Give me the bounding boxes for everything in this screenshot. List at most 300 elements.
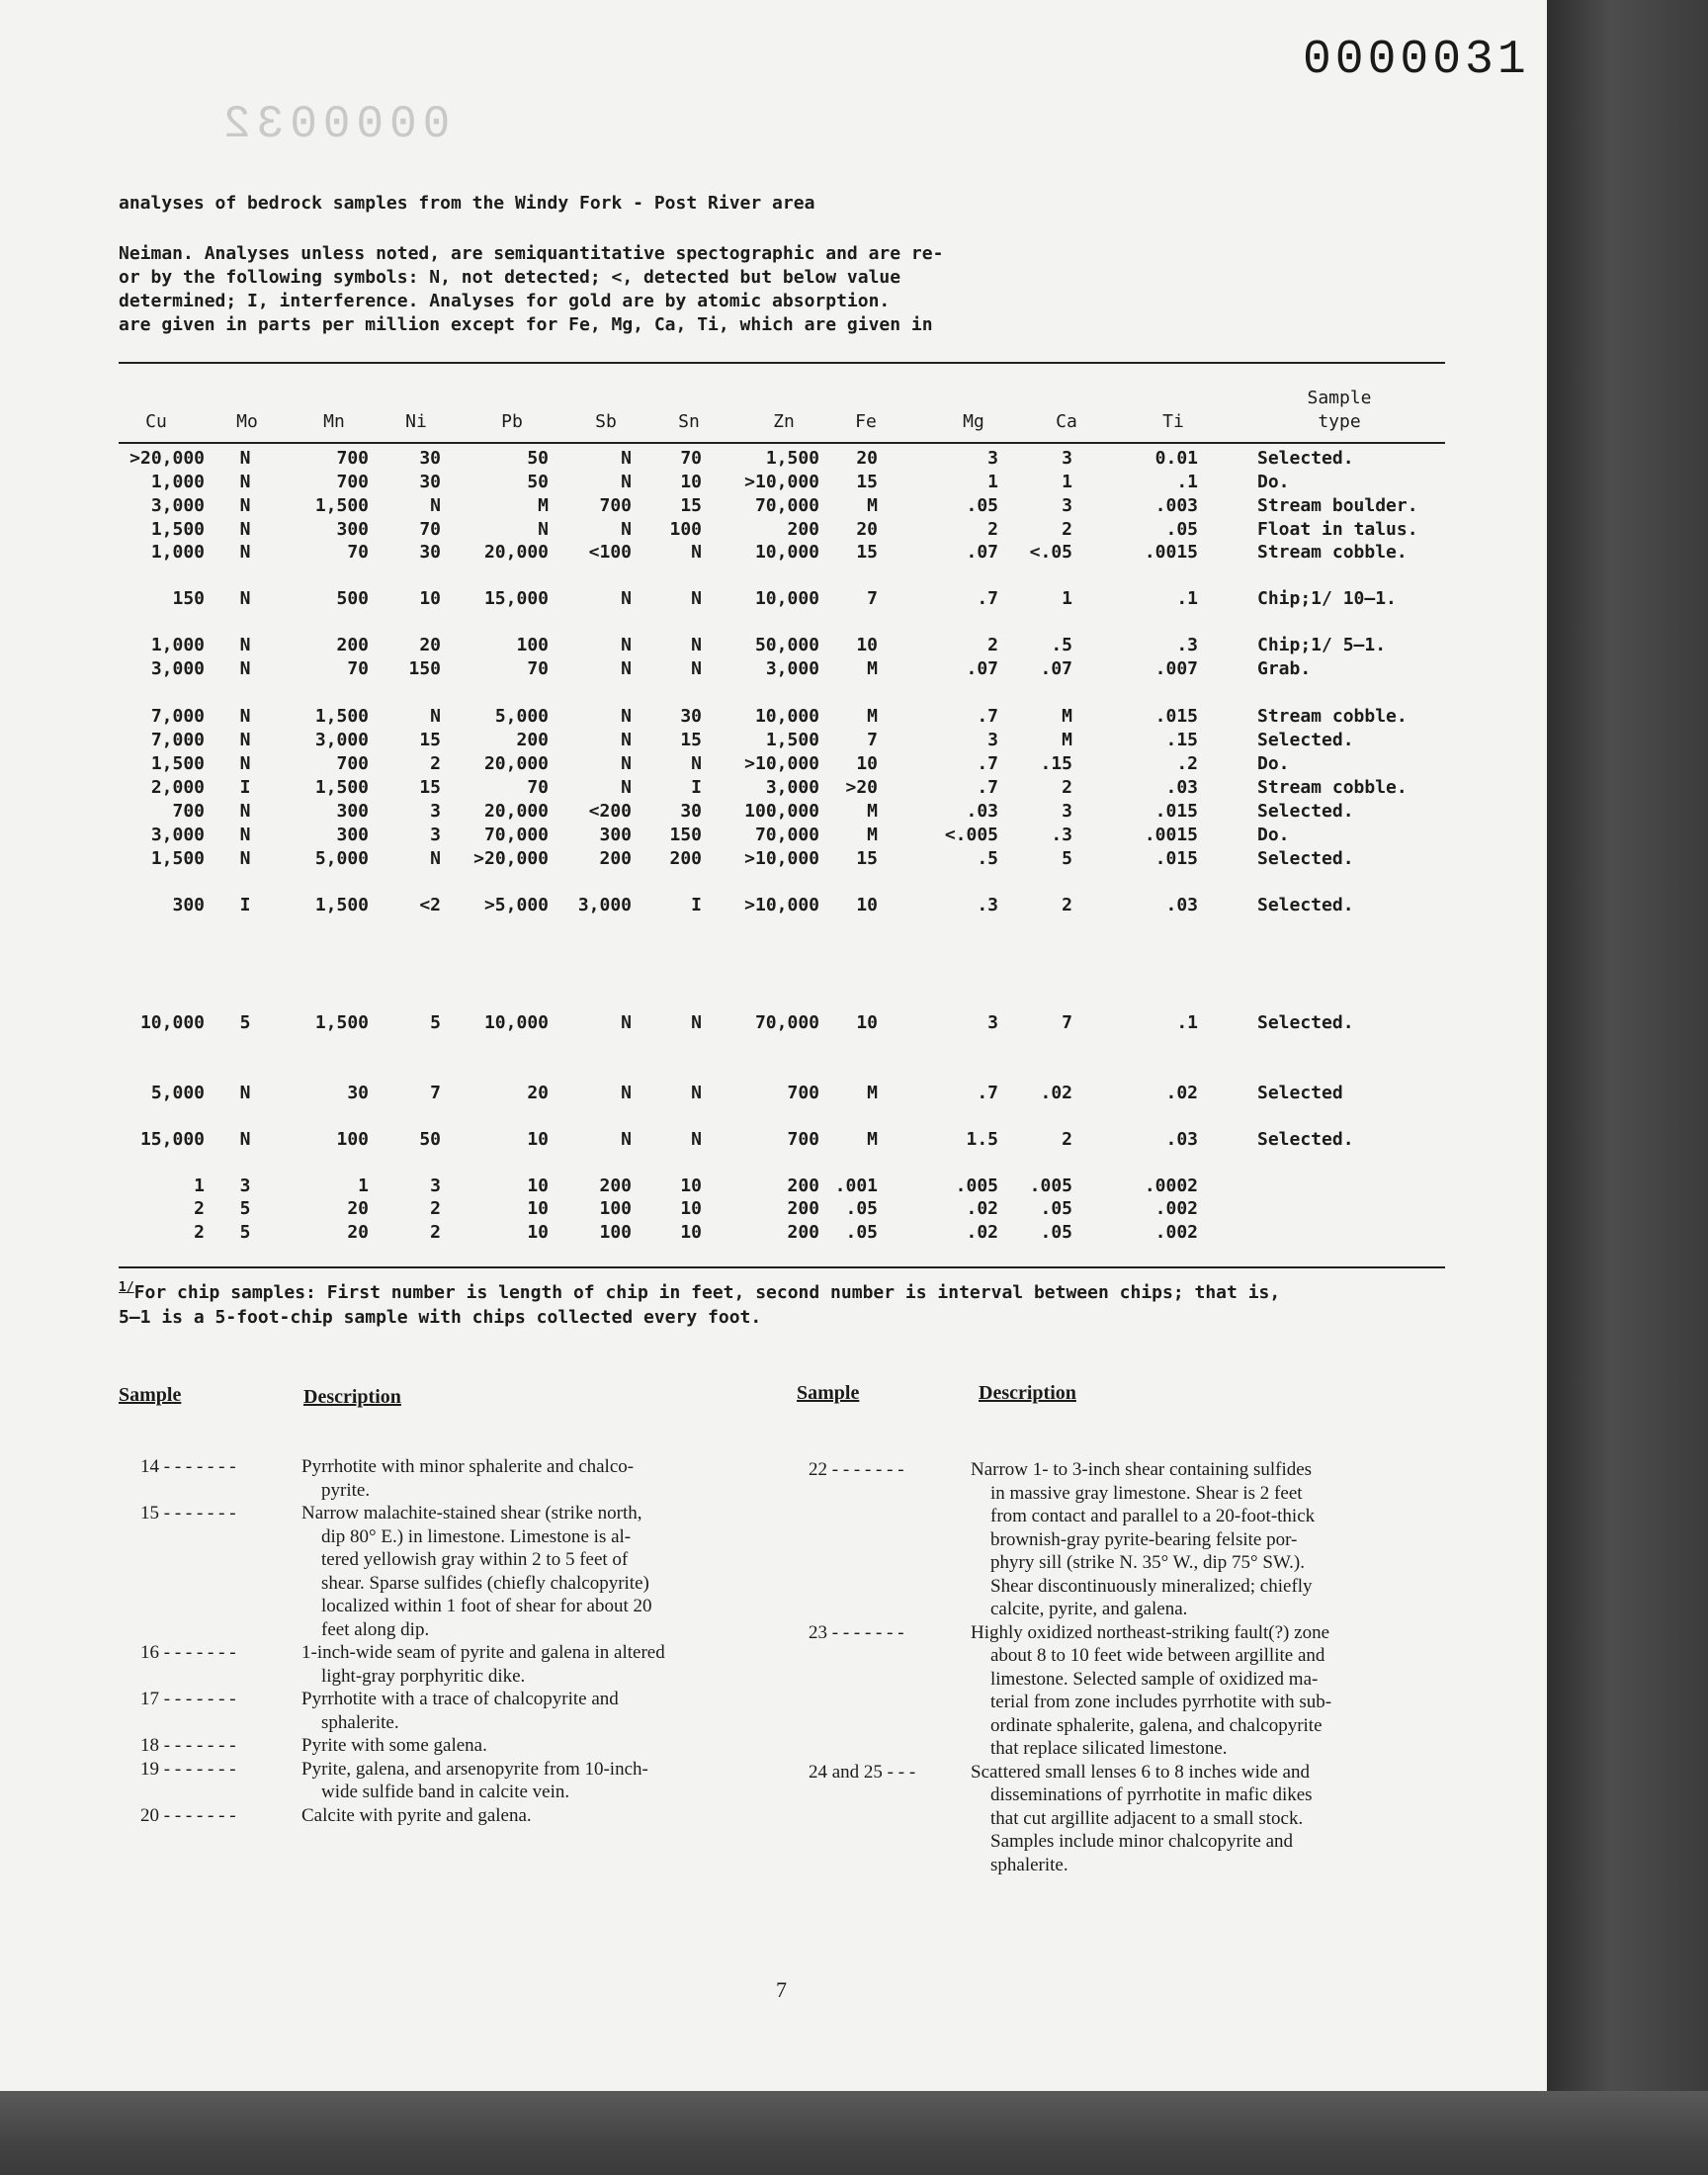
cell-type: Do. — [1257, 753, 1290, 774]
cell-pb: 15,000 — [483, 588, 549, 609]
footnote-marker: 1/ — [119, 1280, 134, 1295]
cell-mn: 20 — [347, 1198, 369, 1219]
cell-pb: 20,000 — [483, 753, 549, 774]
cell-cu: 15,000 — [139, 1129, 205, 1150]
description-line: sphalerite. — [321, 1711, 399, 1733]
cell-cu: 7,000 — [150, 706, 205, 727]
cell-sb: N — [621, 753, 632, 774]
cell-type: Selected. — [1257, 448, 1354, 469]
cell-sb: N — [621, 706, 632, 727]
cell-pb: 10 — [527, 1198, 549, 1219]
cell-pb: 70 — [527, 777, 549, 798]
cell-mo: N — [239, 825, 251, 845]
cell-ti: .0015 — [1144, 542, 1198, 563]
description-line: from contact and parallel to a 20-foot-thick — [990, 1506, 1316, 1526]
description-line: Pyrite, galena, and arsenopyrite from 10-inch- — [301, 1758, 648, 1780]
sample-number: 24 and 25 - - - — [809, 1761, 916, 1783]
column-header-sb: Sb — [595, 411, 617, 432]
cell-mo: N — [239, 472, 251, 492]
cell-sb: N — [621, 588, 632, 609]
description-line: Shear discontinuously mineralized; chiefly — [990, 1575, 1313, 1597]
cell-mn: 700 — [336, 753, 369, 774]
cell-fe: .001 — [834, 1175, 878, 1196]
description-line: Pyrite with some galena. — [301, 1735, 487, 1756]
cell-sn: N — [691, 1012, 702, 1033]
cell-mo: N — [239, 848, 251, 869]
cell-zn: 700 — [787, 1083, 819, 1103]
cell-sb: N — [621, 777, 632, 798]
sample-number: 22 - - - - - - - — [809, 1459, 904, 1480]
cell-ti: .0002 — [1144, 1175, 1198, 1196]
cell-ni: N — [430, 706, 441, 727]
cell-mg: 3 — [987, 1012, 998, 1033]
cell-mg: .02 — [966, 1198, 998, 1219]
cell-ni: 3 — [430, 801, 441, 822]
cell-mg: 2 — [987, 519, 998, 540]
cell-sb: N — [621, 1012, 632, 1033]
cell-cu: 3,000 — [150, 495, 205, 516]
cell-pb: 10 — [527, 1222, 549, 1243]
cell-zn: >10,000 — [744, 753, 819, 774]
intro-line-2: or by the following symbols: N, not detected; <, detected but below value — [119, 267, 901, 288]
cell-fe: M — [867, 1129, 878, 1150]
cell-sb: 100 — [599, 1222, 632, 1243]
cell-zn: 200 — [787, 519, 819, 540]
description-line: limestone. Selected sample of oxidized ma- — [990, 1668, 1319, 1690]
cell-sn: N — [691, 1129, 702, 1150]
cell-ni: 2 — [430, 753, 441, 774]
cell-mo: N — [239, 730, 251, 750]
cell-fe: 10 — [856, 1012, 878, 1033]
cell-pb: 20,000 — [483, 801, 549, 822]
cell-type: Chip;1/ 10—1. — [1257, 588, 1397, 609]
cell-ni: 20 — [419, 635, 441, 655]
table-top-rule — [119, 362, 1445, 364]
cell-fe: 10 — [856, 753, 878, 774]
cell-ni: 7 — [430, 1083, 441, 1103]
cell-cu: 1,000 — [150, 635, 205, 655]
cell-type: Stream cobble. — [1257, 777, 1408, 798]
cell-pb: 70,000 — [483, 825, 549, 845]
cell-cu: 150 — [172, 588, 205, 609]
cell-ni: 2 — [430, 1198, 441, 1219]
cell-ti: .015 — [1154, 706, 1198, 727]
cell-cu: 2 — [194, 1222, 205, 1243]
cell-sb: 200 — [599, 848, 632, 869]
cell-mn: 1,500 — [314, 895, 369, 915]
cell-ti: .03 — [1165, 1129, 1198, 1150]
cell-type: Stream boulder. — [1257, 495, 1418, 516]
cell-zn: >10,000 — [744, 895, 819, 915]
cell-sb: N — [621, 730, 632, 750]
cell-ca: <.05 — [1029, 542, 1072, 563]
cell-sb: <200 — [588, 801, 632, 822]
description-line: Scattered small lenses 6 to 8 inches wide and — [971, 1761, 1310, 1783]
cell-mn: 700 — [336, 448, 369, 469]
cell-ca: .05 — [1040, 1198, 1072, 1219]
cell-zn: 200 — [787, 1175, 819, 1196]
cell-mn: 200 — [336, 635, 369, 655]
cell-zn: 700 — [787, 1129, 819, 1150]
description-line: phyry sill (strike N. 35° W., dip 75° SW.). — [990, 1552, 1305, 1573]
cell-fe: .05 — [845, 1222, 878, 1243]
cell-ti: .002 — [1154, 1198, 1198, 1219]
cell-mo: N — [239, 588, 251, 609]
cell-sb: N — [621, 519, 632, 540]
cell-zn: 3,000 — [765, 777, 819, 798]
description-line: tered yellowish gray within 2 to 5 feet of — [321, 1549, 629, 1570]
cell-mo: N — [239, 753, 251, 774]
cell-ti: 0.01 — [1154, 448, 1198, 469]
column-header-sample-type-1: Sample — [1307, 388, 1372, 408]
cell-fe: 7 — [867, 730, 878, 750]
cell-mg: <.005 — [944, 825, 998, 845]
cell-sn: 15 — [680, 730, 702, 750]
cell-ca: 7 — [1062, 1012, 1072, 1033]
cell-fe: 15 — [856, 848, 878, 869]
cell-ni: 30 — [419, 472, 441, 492]
intro-line-3: determined; I, interference. Analyses for gold are by atomic absorption. — [119, 291, 891, 311]
cell-sn: 10 — [680, 1198, 702, 1219]
sample-number: 15 - - - - - - - — [140, 1503, 236, 1523]
cell-ti: .015 — [1154, 848, 1198, 869]
cell-pb: N — [538, 519, 549, 540]
cell-ni: 15 — [419, 777, 441, 798]
cell-cu: 1,000 — [150, 472, 205, 492]
page-stamp-number: 0000031 — [1303, 34, 1530, 87]
cell-ca: 2 — [1062, 895, 1072, 915]
cell-zn: 70,000 — [754, 825, 819, 845]
cell-ni: 70 — [419, 519, 441, 540]
cell-mn: 1,500 — [314, 495, 369, 516]
cell-cu: 1 — [194, 1175, 205, 1196]
cell-mo: N — [239, 706, 251, 727]
cell-mg: .5 — [977, 848, 998, 869]
cell-ti: .003 — [1154, 495, 1198, 516]
cell-ni: 5 — [430, 1012, 441, 1033]
cell-cu: 5,000 — [150, 1083, 205, 1103]
cell-type: Float in talus. — [1257, 519, 1418, 540]
description-line: terial from zone includes pyrrhotite with sub- — [990, 1692, 1332, 1712]
cell-mo: 5 — [239, 1012, 251, 1033]
description-line: ordinate sphalerite, galena, and chalcopyrite — [990, 1714, 1323, 1736]
cell-sb: N — [621, 1129, 632, 1150]
description-line: wide sulfide band in calcite vein. — [321, 1782, 570, 1802]
cell-mg: .7 — [977, 588, 998, 609]
description-line: brownish-gray pyrite-bearing felsite por- — [990, 1528, 1298, 1550]
cell-mn: 70 — [347, 542, 369, 563]
cell-mg: .005 — [955, 1175, 998, 1196]
cell-mo: N — [239, 801, 251, 822]
column-header-pb: Pb — [501, 411, 523, 432]
cell-mo: 5 — [239, 1222, 251, 1243]
cell-fe: 10 — [856, 635, 878, 655]
cell-ca: 2 — [1062, 519, 1072, 540]
cell-ti: .1 — [1176, 472, 1198, 492]
cell-cu: 2,000 — [150, 777, 205, 798]
cell-pb: 100 — [516, 635, 549, 655]
column-header-ti: Ti — [1162, 411, 1184, 432]
cell-ni: 30 — [419, 542, 441, 563]
cell-type: Selected — [1257, 1083, 1343, 1103]
cell-mn: 3,000 — [314, 730, 369, 750]
cell-type: Do. — [1257, 825, 1290, 845]
cell-type: Selected. — [1257, 1129, 1354, 1150]
cell-pb: 50 — [527, 448, 549, 469]
cell-ca: .3 — [1051, 825, 1072, 845]
cell-ni: 50 — [419, 1129, 441, 1150]
cell-zn: 70,000 — [754, 495, 819, 516]
cell-ti: .05 — [1165, 519, 1198, 540]
cell-mn: 500 — [336, 588, 369, 609]
cell-mo: N — [239, 1129, 251, 1150]
sample-number: 17 - - - - - - - — [140, 1689, 236, 1709]
cell-mg: .05 — [966, 495, 998, 516]
cell-mo: N — [239, 635, 251, 655]
description-line: that replace silicated limestone. — [990, 1738, 1228, 1759]
cell-mo: N — [239, 658, 251, 679]
cell-ni: 15 — [419, 730, 441, 750]
table-header-rule — [119, 442, 1445, 444]
cell-sn: N — [691, 542, 702, 563]
sample-number: 23 - - - - - - - — [809, 1621, 904, 1643]
description-line: 1-inch-wide seam of pyrite and galena in altered — [301, 1642, 665, 1663]
cell-mg: 3 — [987, 448, 998, 469]
sample-number: 19 - - - - - - - — [140, 1758, 236, 1780]
cell-type: Selected. — [1257, 801, 1354, 822]
cell-fe: >20 — [845, 777, 878, 798]
cell-zn: 10,000 — [754, 588, 819, 609]
cell-pb: 10 — [527, 1175, 549, 1196]
cell-cu: 1,500 — [150, 848, 205, 869]
cell-ti: .0015 — [1144, 825, 1198, 845]
cell-mg: 2 — [987, 635, 998, 655]
cell-sb: N — [621, 448, 632, 469]
sample-number: 18 - - - - - - - — [140, 1735, 236, 1756]
sample-number: 20 - - - - - - - — [140, 1804, 236, 1826]
cell-pb: >5,000 — [483, 895, 549, 915]
cell-ti: .03 — [1165, 777, 1198, 798]
cell-fe: M — [867, 706, 878, 727]
cell-ca: M — [1062, 706, 1072, 727]
cell-mn: 1,500 — [314, 777, 369, 798]
cell-cu: 1,500 — [150, 519, 205, 540]
cell-ca: .5 — [1051, 635, 1072, 655]
left-sample-heading: Sample — [119, 1384, 182, 1406]
description-line: in massive gray limestone. Shear is 2 feet — [990, 1482, 1303, 1504]
cell-ni: 3 — [430, 825, 441, 845]
cell-ca: M — [1062, 730, 1072, 750]
cell-mg: .07 — [966, 542, 998, 563]
cell-mo: N — [239, 542, 251, 563]
chip-sample-footnote — [119, 1275, 1443, 1330]
cell-cu: 7,000 — [150, 730, 205, 750]
footnote-line-1: For chip samples: First number is length of chip in feet, second number is interval between chips; that is, — [133, 1282, 1281, 1303]
cell-ca: 3 — [1062, 448, 1072, 469]
description-line: feet along dip. — [321, 1618, 430, 1640]
cell-mo: 3 — [239, 1175, 251, 1196]
cell-ca: .15 — [1040, 753, 1072, 774]
cell-mn: 700 — [336, 472, 369, 492]
cell-pb: 200 — [516, 730, 549, 750]
cell-sn: N — [691, 658, 702, 679]
cell-zn: >10,000 — [744, 472, 819, 492]
cell-pb: M — [538, 495, 549, 516]
cell-cu: 1,000 — [150, 542, 205, 563]
column-header-sample-type-2: type — [1318, 411, 1361, 432]
cell-type: Selected. — [1257, 1012, 1354, 1033]
cell-mo: I — [239, 895, 251, 915]
cell-mg: 3 — [987, 730, 998, 750]
column-header-fe: Fe — [855, 411, 877, 432]
description-line: that cut argillite adjacent to a small stock. — [990, 1807, 1304, 1829]
description-line: Pyrrhotite with minor sphalerite and chalco- — [301, 1456, 635, 1477]
cell-ca: .07 — [1040, 658, 1072, 679]
column-header-mn: Mn — [323, 411, 345, 432]
sample-number: 16 - - - - - - - — [140, 1642, 236, 1663]
cell-ni: 3 — [430, 1175, 441, 1196]
description-line: Narrow 1- to 3-inch shear containing sulfides — [971, 1459, 1313, 1480]
cell-ti: .02 — [1165, 1083, 1198, 1103]
cell-ca: 3 — [1062, 801, 1072, 822]
right-description-heading: Description — [979, 1382, 1076, 1404]
cell-mg: .7 — [977, 1083, 998, 1103]
cell-pb: 20,000 — [483, 542, 549, 563]
cell-sn: 10 — [680, 1175, 702, 1196]
description-line: shear. Sparse sulfides (chiefly chalcopyrite) — [321, 1572, 649, 1594]
cell-ti: .002 — [1154, 1222, 1198, 1243]
cell-fe: .05 — [845, 1198, 878, 1219]
cell-ca: .005 — [1029, 1175, 1072, 1196]
cell-sn: 100 — [669, 519, 702, 540]
cell-sb: 3,000 — [577, 895, 632, 915]
column-header-mo: Mo — [236, 411, 258, 432]
cell-sn: 30 — [680, 706, 702, 727]
cell-mo: N — [239, 448, 251, 469]
cell-mg: .03 — [966, 801, 998, 822]
column-header-ni: Ni — [405, 411, 427, 432]
cell-mg: 1 — [987, 472, 998, 492]
cell-cu: 700 — [172, 801, 205, 822]
cell-ti: .2 — [1176, 753, 1198, 774]
cell-mn: 30 — [347, 1083, 369, 1103]
cell-pb: >20,000 — [473, 848, 549, 869]
cell-sb: <100 — [588, 542, 632, 563]
column-header-cu: Cu — [145, 411, 167, 432]
cell-zn: 10,000 — [754, 542, 819, 563]
cell-mn: 100 — [336, 1129, 369, 1150]
cell-ni: 30 — [419, 448, 441, 469]
cell-mg: .3 — [977, 895, 998, 915]
cell-ti: .15 — [1165, 730, 1198, 750]
cell-mn: 20 — [347, 1222, 369, 1243]
cell-zn: 200 — [787, 1222, 819, 1243]
cell-pb: 70 — [527, 658, 549, 679]
cell-mg: .7 — [977, 706, 998, 727]
sample-number: 14 - - - - - - - — [140, 1456, 236, 1477]
cell-mn: 1 — [358, 1175, 369, 1196]
cell-ca: 3 — [1062, 495, 1072, 516]
description-line: Calcite with pyrite and galena. — [301, 1804, 532, 1826]
cell-ca: 1 — [1062, 472, 1072, 492]
cell-ni: 150 — [408, 658, 441, 679]
cell-mn: 70 — [347, 658, 369, 679]
cell-sb: 200 — [599, 1175, 632, 1196]
right-sample-heading: Sample — [797, 1382, 860, 1404]
column-header-ca: Ca — [1056, 411, 1077, 432]
document-title: analyses of bedrock samples from the Windy Fork - Post River area — [119, 193, 815, 214]
cell-sn: N — [691, 753, 702, 774]
cell-ti: .03 — [1165, 895, 1198, 915]
cell-mo: N — [239, 519, 251, 540]
cell-zn: 1,500 — [765, 730, 819, 750]
cell-pb: 5,000 — [494, 706, 549, 727]
description-line: calcite, pyrite, and galena. — [990, 1599, 1188, 1619]
description-line: light-gray porphyritic dike. — [321, 1665, 526, 1687]
cell-sb: N — [621, 658, 632, 679]
cell-fe: 10 — [856, 895, 878, 915]
cell-ni: N — [430, 495, 441, 516]
intro-line-1: Neiman. Analyses unless noted, are semiquantitative spectographic and are re- — [119, 243, 944, 264]
cell-type: Do. — [1257, 472, 1290, 492]
cell-cu: 300 — [172, 895, 205, 915]
cell-mn: 300 — [336, 825, 369, 845]
page-number: 7 — [776, 1977, 787, 2002]
cell-ti: .007 — [1154, 658, 1198, 679]
cell-sb: N — [621, 472, 632, 492]
cell-type: Selected. — [1257, 730, 1354, 750]
description-line: pyrite. — [321, 1479, 371, 1501]
cell-type: Stream cobble. — [1257, 706, 1408, 727]
cell-ti: .1 — [1176, 588, 1198, 609]
cell-sb: N — [621, 1083, 632, 1103]
cell-mn: 5,000 — [314, 848, 369, 869]
cell-fe: 20 — [856, 448, 878, 469]
description-line: Samples include minor chalcopyrite and — [990, 1831, 1294, 1852]
cell-fe: M — [867, 801, 878, 822]
column-header-sn: Sn — [678, 411, 700, 432]
cell-sb: N — [621, 635, 632, 655]
bleed-through-stamp: 0000032 — [217, 99, 451, 150]
cell-mn: 300 — [336, 519, 369, 540]
cell-ni: N — [430, 848, 441, 869]
cell-ca: 5 — [1062, 848, 1072, 869]
cell-ti: .015 — [1154, 801, 1198, 822]
cell-sn: 70 — [680, 448, 702, 469]
cell-type: Grab. — [1257, 658, 1312, 679]
description-line: Highly oxidized northeast-striking fault(?) zone — [971, 1621, 1330, 1643]
cell-cu: 10,000 — [139, 1012, 205, 1033]
cell-pb: 10,000 — [483, 1012, 549, 1033]
column-header-zn: Zn — [773, 411, 795, 432]
cell-sb: 700 — [599, 495, 632, 516]
cell-ca: 1 — [1062, 588, 1072, 609]
scan-bottom-shadow — [0, 2091, 1708, 2175]
cell-mn: 1,500 — [314, 1012, 369, 1033]
scan-edge-shadow — [1547, 0, 1708, 2175]
cell-fe: M — [867, 495, 878, 516]
cell-fe: 15 — [856, 542, 878, 563]
table-bottom-rule — [119, 1266, 1445, 1268]
cell-sn: 200 — [669, 848, 702, 869]
cell-mo: N — [239, 495, 251, 516]
cell-zn: 3,000 — [765, 658, 819, 679]
cell-fe: M — [867, 825, 878, 845]
description-line: dip 80° E.) in limestone. Limestone is al- — [321, 1525, 632, 1547]
cell-sn: 10 — [680, 472, 702, 492]
cell-mg: .07 — [966, 658, 998, 679]
cell-sn: N — [691, 1083, 702, 1103]
